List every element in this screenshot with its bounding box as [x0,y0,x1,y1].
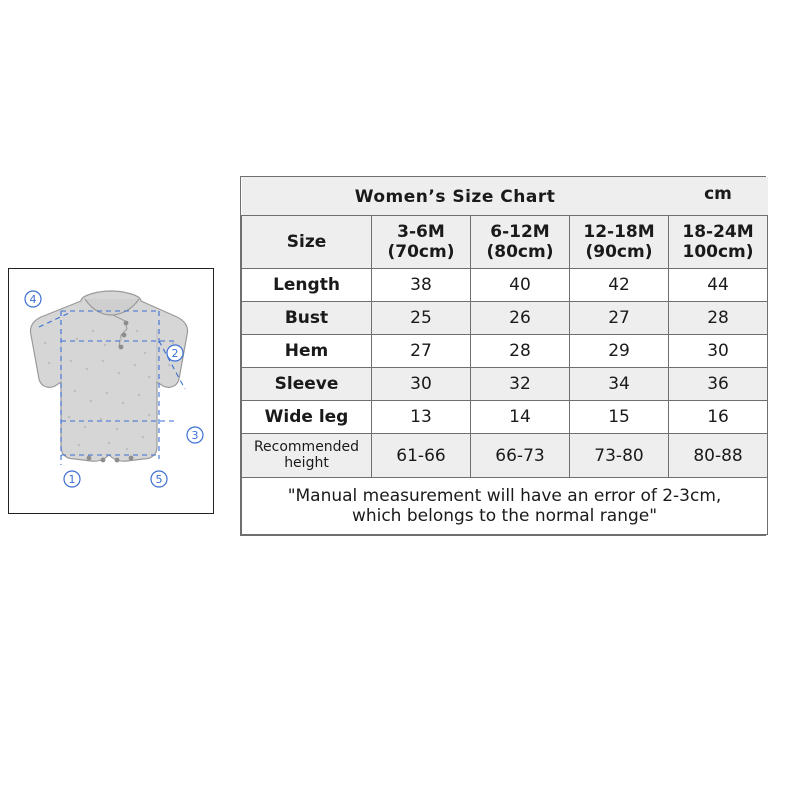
table-row [242,368,768,401]
table-row [242,269,768,302]
row-label-sleeve: Sleeve [242,368,372,401]
cell-wide-leg-1: 13 [372,401,471,434]
marker-4 [25,291,41,307]
chart-title: Women’s Size Chart [242,177,669,216]
header-col-2-name: 6-12M [490,222,550,243]
marker-5 [151,471,167,487]
table-row [242,434,768,478]
table-header-row [242,216,768,269]
cell-length-4: 44 [669,269,768,302]
marker-3 [187,427,203,443]
row-label-bust: Bust [242,302,372,335]
header-col-3-sub: (90cm) [585,242,653,263]
cell-wide-leg-3: 15 [570,401,669,434]
cell-bust-4: 28 [669,302,768,335]
size-chart-table [241,177,768,535]
cell-hem-2: 28 [471,335,570,368]
measurement-note [242,478,768,535]
cell-bust-1: 25 [372,302,471,335]
header-col-3-name: 12-18M [583,222,655,243]
cell-bust-2: 26 [471,302,570,335]
marker-1 [64,471,80,487]
cell-length-2: 40 [471,269,570,302]
header-col-1-name: 3-6M [397,222,445,243]
header-col-1-sub: (70cm) [387,242,455,263]
cell-wide-leg-2: 14 [471,401,570,434]
header-col-4-sub: 100cm) [682,242,754,263]
cell-sleeve-2: 32 [471,368,570,401]
header-col-4-name: 18-24M [682,222,754,243]
cell-sleeve-3: 34 [570,368,669,401]
row-label-length: Length [242,269,372,302]
table-row [242,401,768,434]
cell-length-3: 42 [570,269,669,302]
table-row [242,302,768,335]
cell-sleeve-4: 36 [669,368,768,401]
svg-text:1: 1 [68,473,76,486]
header-col-3 [570,216,669,269]
svg-text:4: 4 [29,293,37,306]
row-label-recommended-height [242,434,372,478]
header-size: Size [242,216,372,269]
cell-hem-4: 30 [669,335,768,368]
header-col-4 [669,216,768,269]
chart-unit: cm [669,177,768,216]
svg-text:2: 2 [171,347,179,360]
garment-illustration [30,291,187,462]
header-col-2-sub: (80cm) [486,242,554,263]
svg-text:5: 5 [155,473,163,486]
measurement-note-line-1: "Manual measurement will have an error of 2-3cm, [287,486,722,507]
header-col-2 [471,216,570,269]
cell-height-3: 73-80 [570,434,669,478]
row-label-wide-leg: Wide leg [242,401,372,434]
row-label-hem: Hem [242,335,372,368]
size-chart [240,176,766,536]
cell-bust-3: 27 [570,302,669,335]
header-col-1 [372,216,471,269]
cell-hem-3: 29 [570,335,669,368]
svg-text:3: 3 [191,429,199,442]
row-label-recommended: Recommended [253,439,360,456]
cell-sleeve-1: 30 [372,368,471,401]
cell-height-2: 66-73 [471,434,570,478]
cell-length-1: 38 [372,269,471,302]
measurement-note-line-2: which belongs to the normal range" [351,506,658,527]
cell-height-1: 61-66 [372,434,471,478]
garment-diagram [9,269,213,513]
table-row [242,335,768,368]
cell-wide-leg-4: 16 [669,401,768,434]
cell-hem-1: 27 [372,335,471,368]
garment-diagram-panel [8,268,214,514]
cell-height-4: 80-88 [669,434,768,478]
chart-title-row [242,177,768,216]
row-label-height: height [284,454,329,471]
marker-2 [167,345,183,361]
table-note-row [242,478,768,535]
